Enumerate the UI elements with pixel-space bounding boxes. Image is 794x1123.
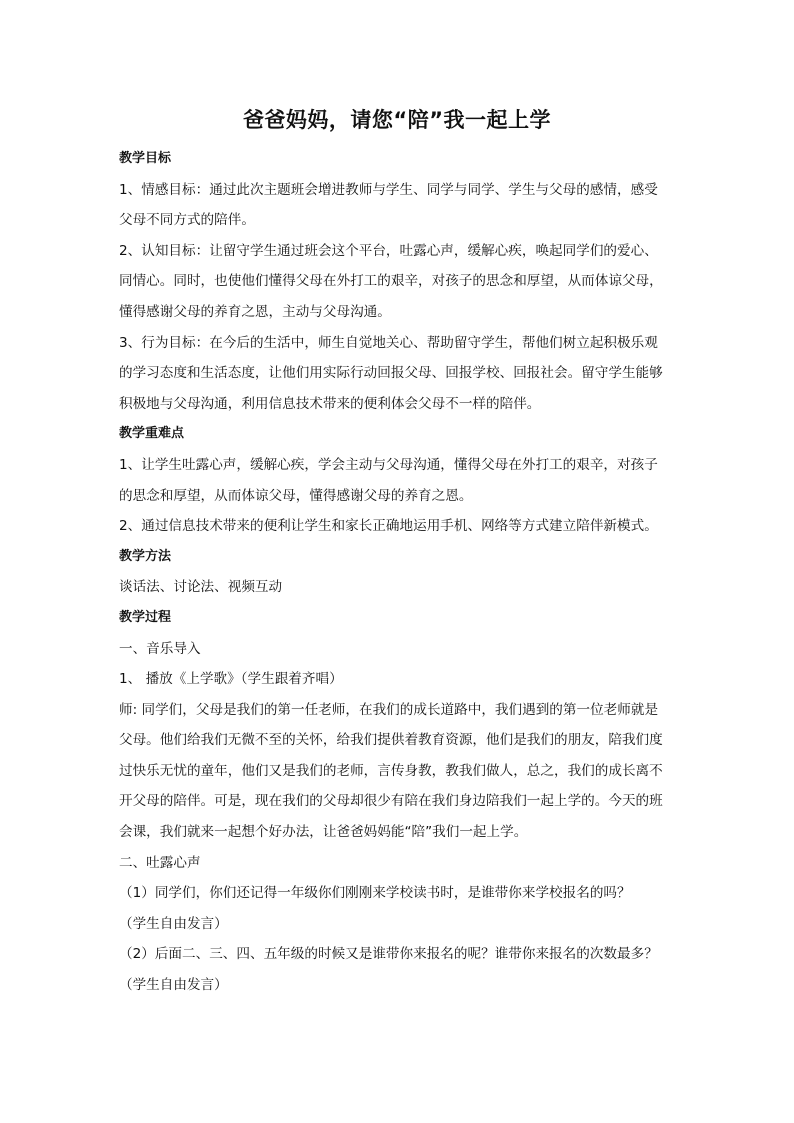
document-title: 爸爸妈妈，请您“陪”我一起上学 [242,108,552,132]
body-text-line: 师: 同学们，父母是我们的第一任老师，在我们的成长道路中，我们遇到的第一位老师就是 [119,701,659,718]
body-text-line: （学生自由发言） [119,977,228,994]
body-text-line: 3、行为目标：在今后的生活中，师生自觉地关心、帮助留守学生，帮他们树立起积极乐观 [119,334,658,351]
body-text-line: （2）后面二、三、四、五年级的时候又是谁带你来报名的呢？谁带你来报名的次数最多？ [119,946,658,963]
body-text-line: 积极地与父母沟通，利用信息技术带来的便利体会父母不一样的陪伴。 [119,395,541,412]
body-text-line: 一、音乐导入 [119,640,201,657]
section-heading: 教学重难点 [119,426,185,442]
body-text-line: 谈话法、讨论法、视频互动 [119,579,283,596]
body-text-line: 2、认知目标：让留守学生通过班会这个平台，吐露心声，缓解心疾，唤起同学们的爱心、 [119,242,658,259]
body-text-line: 1、 播放《上学歌》（学生跟着齐唱） [119,671,343,688]
body-text-line: 开父母的陪伴。可是，现在我们的父母却很少有陪在我们身边陪我们一起上学的。今天的班 [119,793,663,810]
body-text-line: （学生自由发言） [119,915,228,932]
body-text-line: 会课，我们就来一起想个好办法，让爸爸妈妈能“陪”我们一起上学。 [119,824,528,841]
section-heading: 教学方法 [119,548,172,564]
body-text-line: 过快乐无忧的童年，他们又是我们的老师，言传身教，教我们做人，总之，我们的成长离不 [119,762,663,779]
body-text-line: 同情心。同时，也使他们懂得父母在外打工的艰辛，对孩子的思念和厚望，从而体谅父母， [119,273,663,290]
document-body [119,144,689,1001]
body-text-line: 的思念和厚望，从而体谅父母，懂得感谢父母的养育之恩。 [119,487,473,504]
section-heading: 教学过程 [119,609,172,625]
body-text-line: 2、通过信息技术带来的便利让学生和家长正确地运用手机、网络等方式建立陪伴新模式。 [119,518,658,535]
body-text-line: 父母。他们给我们无微不至的关怀，给我们提供着教育资源，他们是我们的朋友，陪我们度 [119,732,663,749]
body-text-line: 父母不同方式的陪伴。 [119,212,255,229]
body-text-line: 懂得感谢父母的养育之恩，主动与父母沟通。 [119,303,391,320]
section-heading: 教学目标 [119,151,172,166]
body-text-line: 1、让学生吐露心声，缓解心疾，学会主动与父母沟通，懂得父母在外打工的艰辛，对孩子 [119,456,658,473]
body-text-line: 1、情感目标：通过此次主题班会增进教师与学生、同学与同学、学生与父母的感情，感受 [119,181,658,198]
body-text-line: （1）同学们，你们还记得一年级你们刚刚来学校读书时，是谁带你来学校报名的吗？ [119,885,631,902]
body-text-line: 的学习态度和生活态度，让他们用实际行动回报父母、回报学校、回报社会。留守学生能够 [119,365,663,382]
body-text-line: 二、吐露心声 [119,854,201,871]
